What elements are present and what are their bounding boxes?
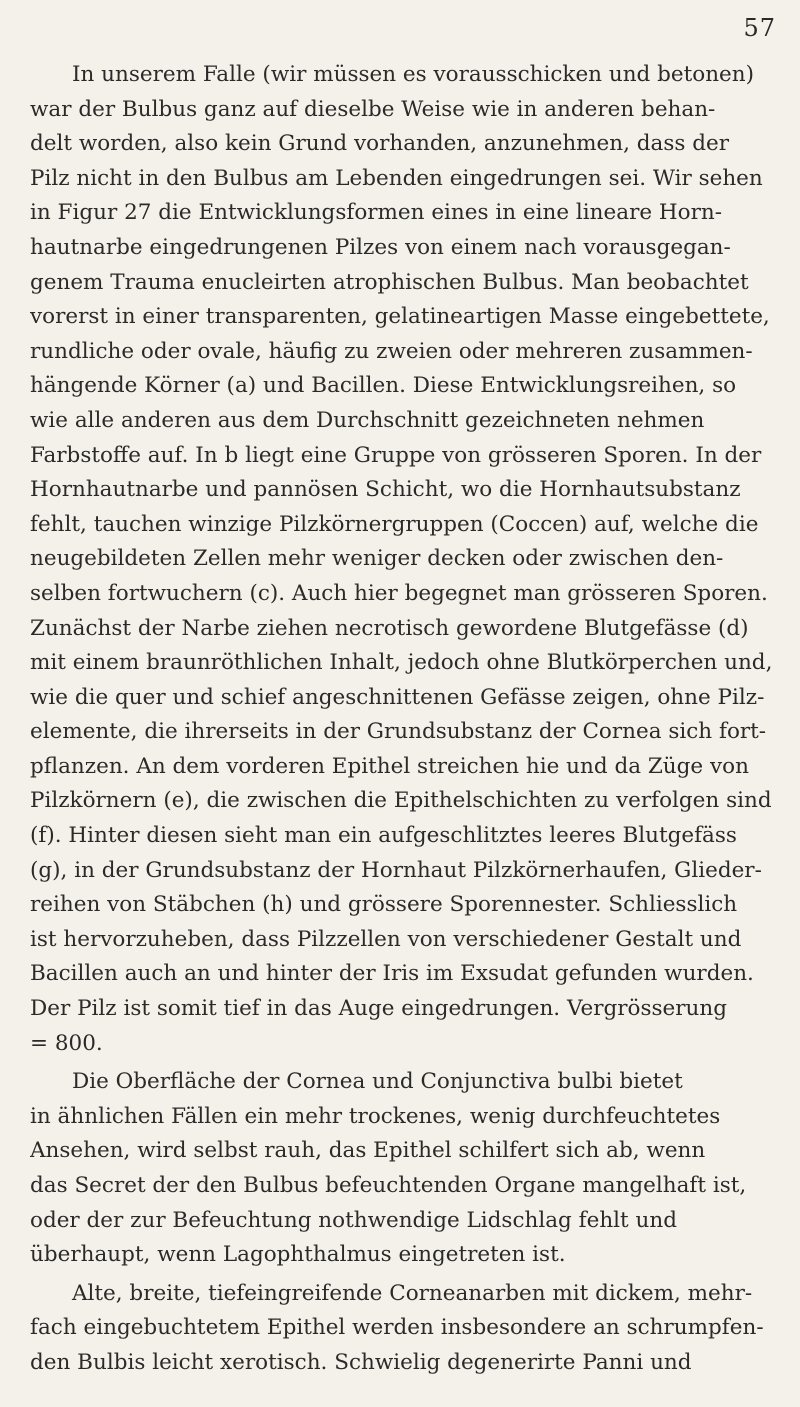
text-line: Zunächst der Narbe ziehen necrotisch gewordene Blutgefässe (d) <box>30 615 749 641</box>
text-line: neugebildeten Zellen mehr weniger decken oder zwischen den- <box>30 546 724 572</box>
text-line: (g), in der Grundsubstanz der Hornhaut Pilzkörnerhaufen, Glieder- <box>30 857 762 883</box>
text-line: Die Oberfläche der Cornea und Conjunctiva bulbi bietet <box>72 1069 683 1095</box>
text-line: hängende Körner (a) und Bacillen. Diese Entwicklungsreihen, so <box>30 373 737 399</box>
body-text <box>30 58 780 1381</box>
text-line: in ähnlichen Fällen ein mehr trockenes, wenig durchfeuchtetes <box>30 1103 721 1129</box>
text-line: Bacillen auch an und hinter der Iris im Exsudat gefunden wurden. <box>30 961 754 987</box>
text-line: selben fortwuchern (c). Auch hier begegnet man grösseren Sporen. <box>30 580 768 606</box>
text-line: Pilz nicht in den Bulbus am Lebenden eingedrungen sei. Wir sehen <box>30 165 763 191</box>
text-line: oder der zur Befeuchtung nothwendige Lidschlag fehlt und <box>30 1207 677 1233</box>
text-line: ist hervorzuheben, dass Pilzzellen von verschiedener Gestalt und <box>30 926 742 952</box>
text-line: elemente, die ihrerseits in der Grundsubstanz der Cornea sich fort- <box>30 719 767 745</box>
text-line: Ansehen, wird selbst rauh, das Epithel schilfert sich ab, wenn <box>30 1138 706 1164</box>
text-line: In unserem Falle (wir müssen es vorausschicken und betonen) <box>72 62 755 87</box>
text-line: Farbstoffe auf. In b liegt eine Gruppe von grösseren Sporen. In der <box>30 442 762 468</box>
text-line: genem Trauma enucleirten atrophischen Bulbus. Man beobachtet <box>30 269 749 295</box>
text-line: Hornhautnarbe und pannösen Schicht, wo die Hornhautsubstanz <box>30 477 741 503</box>
text-line: Der Pilz ist somit tief in das Auge eingedrungen. Vergrösserung <box>30 996 728 1022</box>
text-line: mit einem braunröthlichen Inhalt, jedoch ohne Blutkörperchen und, <box>30 650 773 676</box>
text-line: Pilzkörnern (e), die zwischen die Epithelschichten zu verfolgen sind <box>30 788 772 814</box>
text-line: reihen von Stäbchen (h) und grössere Sporennester. Schliesslich <box>30 892 738 918</box>
text-line: wie alle anderen aus dem Durchschnitt gezeichneten nehmen <box>30 407 705 433</box>
text-line: = 800. <box>30 1030 103 1056</box>
text-line: war der Bulbus ganz auf dieselbe Weise wie in anderen behan- <box>30 96 716 122</box>
text-line: überhaupt, wenn Lagophthalmus eingetreten ist. <box>30 1242 566 1268</box>
paragraph <box>30 58 780 1061</box>
text-line: delt worden, also kein Grund vorhanden, anzunehmen, dass der <box>30 131 730 157</box>
text-line: fehlt, tauchen winzige Pilzkörnergruppen (Coccen) auf, welche die <box>30 511 759 537</box>
text-line: wie die quer und schief angeschnittenen Gefässe zeigen, ohne Pilz- <box>30 684 765 710</box>
text-line: den Bulbis leicht xerotisch. Schwielig degenerirte Panni und <box>30 1349 692 1375</box>
text-line: fach eingebuchtetem Epithel werden insbesondere an schrumpfen- <box>30 1315 764 1341</box>
text-line: rundliche oder ovale, häufig zu zweien oder mehreren zusammen- <box>30 338 753 364</box>
text-line: vorerst in einer transparenten, gelatineartigen Masse eingebettete, <box>30 304 770 330</box>
text-line: Alte, breite, tiefeingreifende Corneanarben mit dickem, mehr- <box>72 1280 753 1306</box>
page-number: 57 <box>743 14 776 42</box>
paragraph <box>30 1065 780 1273</box>
text-line: pflanzen. An dem vorderen Epithel streichen hie und da Züge von <box>30 753 749 779</box>
paragraph <box>30 1277 780 1381</box>
text-line: hautnarbe eingedrungenen Pilzes von einem nach vorausgegan- <box>30 234 731 260</box>
text-line: in Figur 27 die Entwicklungsformen eines in eine lineare Horn- <box>30 200 722 226</box>
text-line: (f). Hinter diesen sieht man ein aufgeschlitztes leeres Blutgefäss <box>30 823 737 849</box>
text-line: das Secret der den Bulbus befeuchtenden Organe mangelhaft ist, <box>30 1173 747 1198</box>
